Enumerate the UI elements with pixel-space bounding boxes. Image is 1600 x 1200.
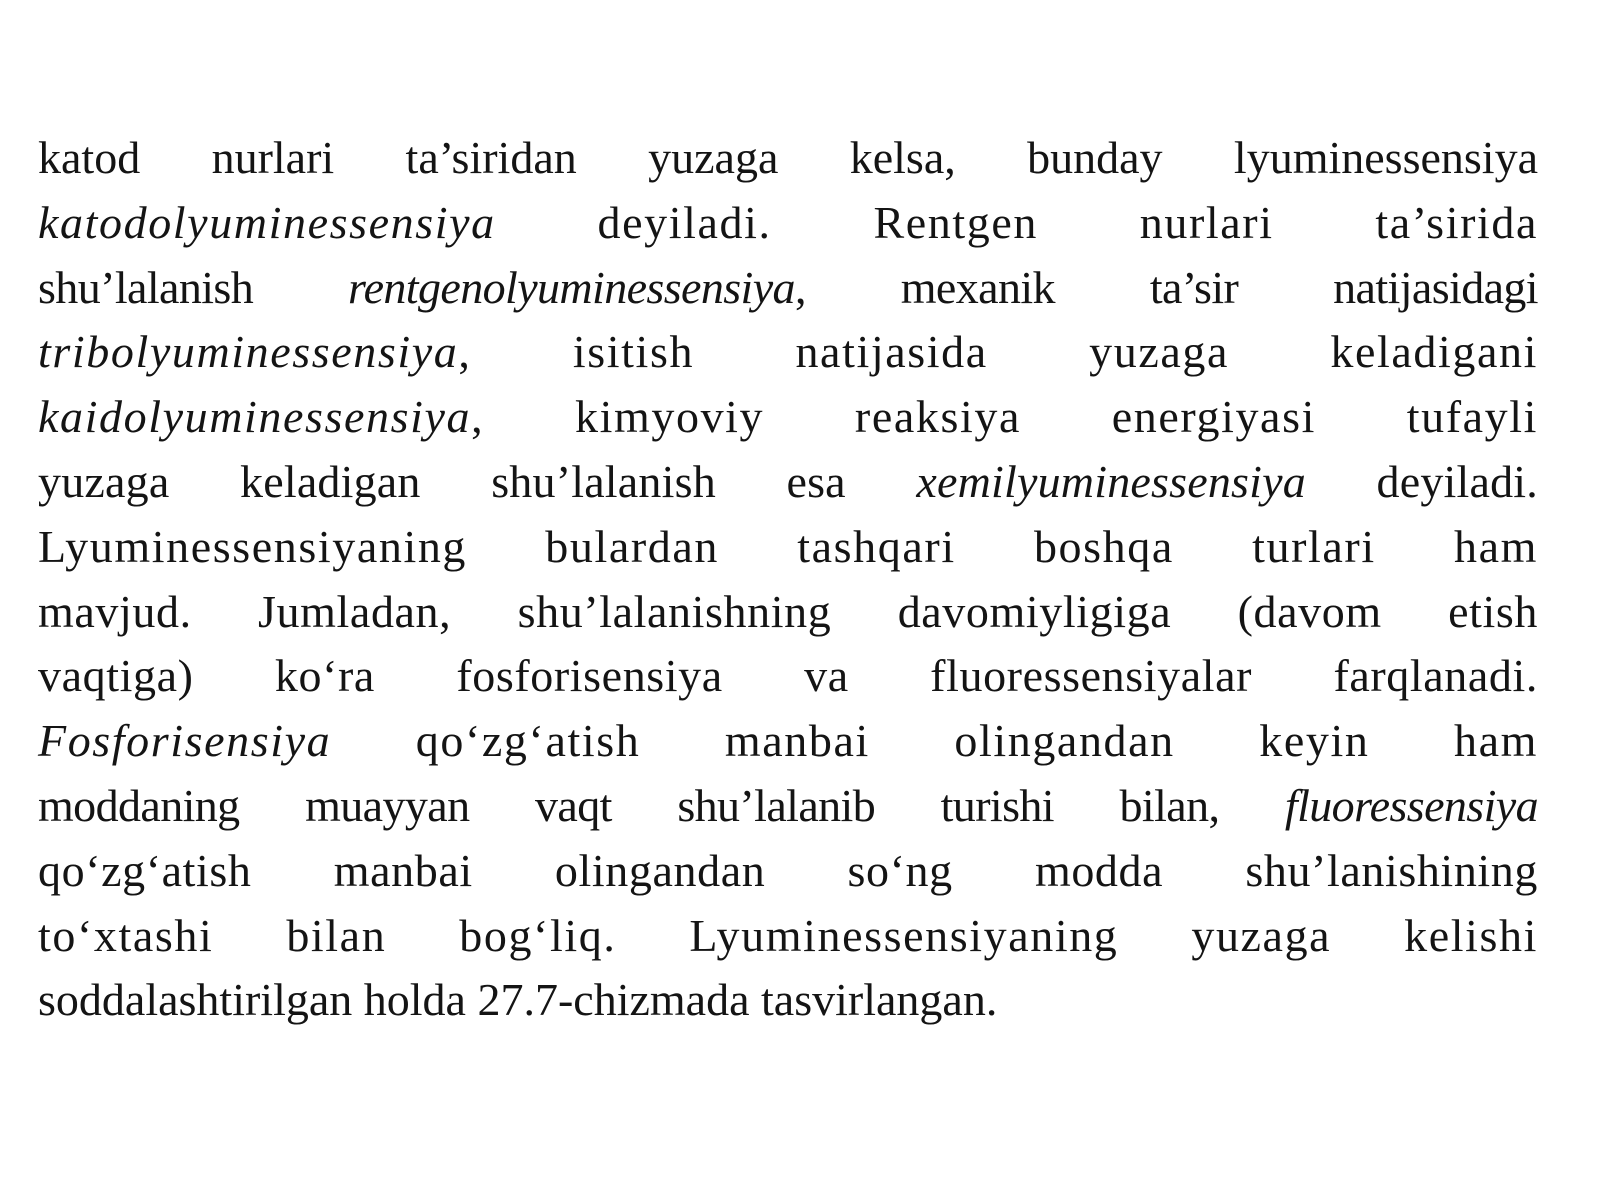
text-line (38, 256, 1538, 321)
text-run: qo‘zg‘atish manbai olingandan so‘ng modda shu’lanishining (38, 844, 1538, 896)
text-line (38, 515, 1538, 580)
italic-term: tribolyuminessensiya (38, 326, 459, 378)
text-run: vaqtiga) ko‘ra fosforisensiya va fluoressensiyalar farqlanadi. (38, 650, 1538, 702)
text-run: moddaning muayyan vaqt shu’lalanib turishi bilan, (38, 779, 1285, 831)
text-line (38, 320, 1538, 385)
text-run: yuzaga keladigan shu’lalanish esa (38, 455, 917, 507)
text-line (38, 968, 1538, 1033)
text-line (38, 709, 1538, 774)
text-run: qo‘zg‘atish manbai olingandan keyin ham (331, 715, 1538, 767)
italic-term: katodolyuminessensiya (38, 196, 496, 248)
text-run: shu’lalanish (38, 261, 348, 313)
italic-term: xemilyuminessensiya (916, 455, 1306, 507)
text-line (38, 450, 1538, 515)
italic-term: Fosforisensiya (38, 715, 332, 767)
text-run: soddalashtirilgan holda 27.7-chizmada tasvirlangan. (38, 974, 998, 1026)
text-line (38, 904, 1538, 969)
text-run: , isitish natijasida yuzaga keladigani (458, 326, 1538, 378)
text-line (38, 839, 1538, 904)
text-line (38, 191, 1538, 256)
text-line (38, 126, 1538, 191)
text-run: katod nurlari ta’siridan yuzaga kelsa, bunday lyuminessensiya (38, 132, 1538, 183)
text-run: deyiladi. (1305, 455, 1538, 507)
text-run: mavjud. Jumladan, shu’lalanishning davomiyligiga (davom etish (38, 585, 1538, 637)
text-run: deyiladi. Rentgen nurlari ta’sirida (495, 196, 1538, 248)
text-run: Lyuminessensiyaning bulardan tashqari boshqa turlari ham (38, 520, 1538, 572)
body-paragraph (38, 126, 1538, 1033)
text-line (38, 385, 1538, 450)
text-run: to‘xtashi bilan bog‘liq. Lyuminessensiyaning yuzaga kelishi (38, 909, 1538, 961)
text-line (38, 580, 1538, 645)
italic-term: rentgenolyuminessensiya (348, 261, 795, 313)
italic-term: kaidolyuminessensiya (38, 391, 472, 443)
text-run: , mexanik ta’sir natijasidagi (794, 261, 1538, 313)
text-run: , kimyoviy reaksiya energiyasi tufayli (471, 391, 1538, 443)
italic-term: fluoressensiya (1284, 779, 1538, 831)
text-line (38, 774, 1538, 839)
text-line (38, 644, 1538, 709)
